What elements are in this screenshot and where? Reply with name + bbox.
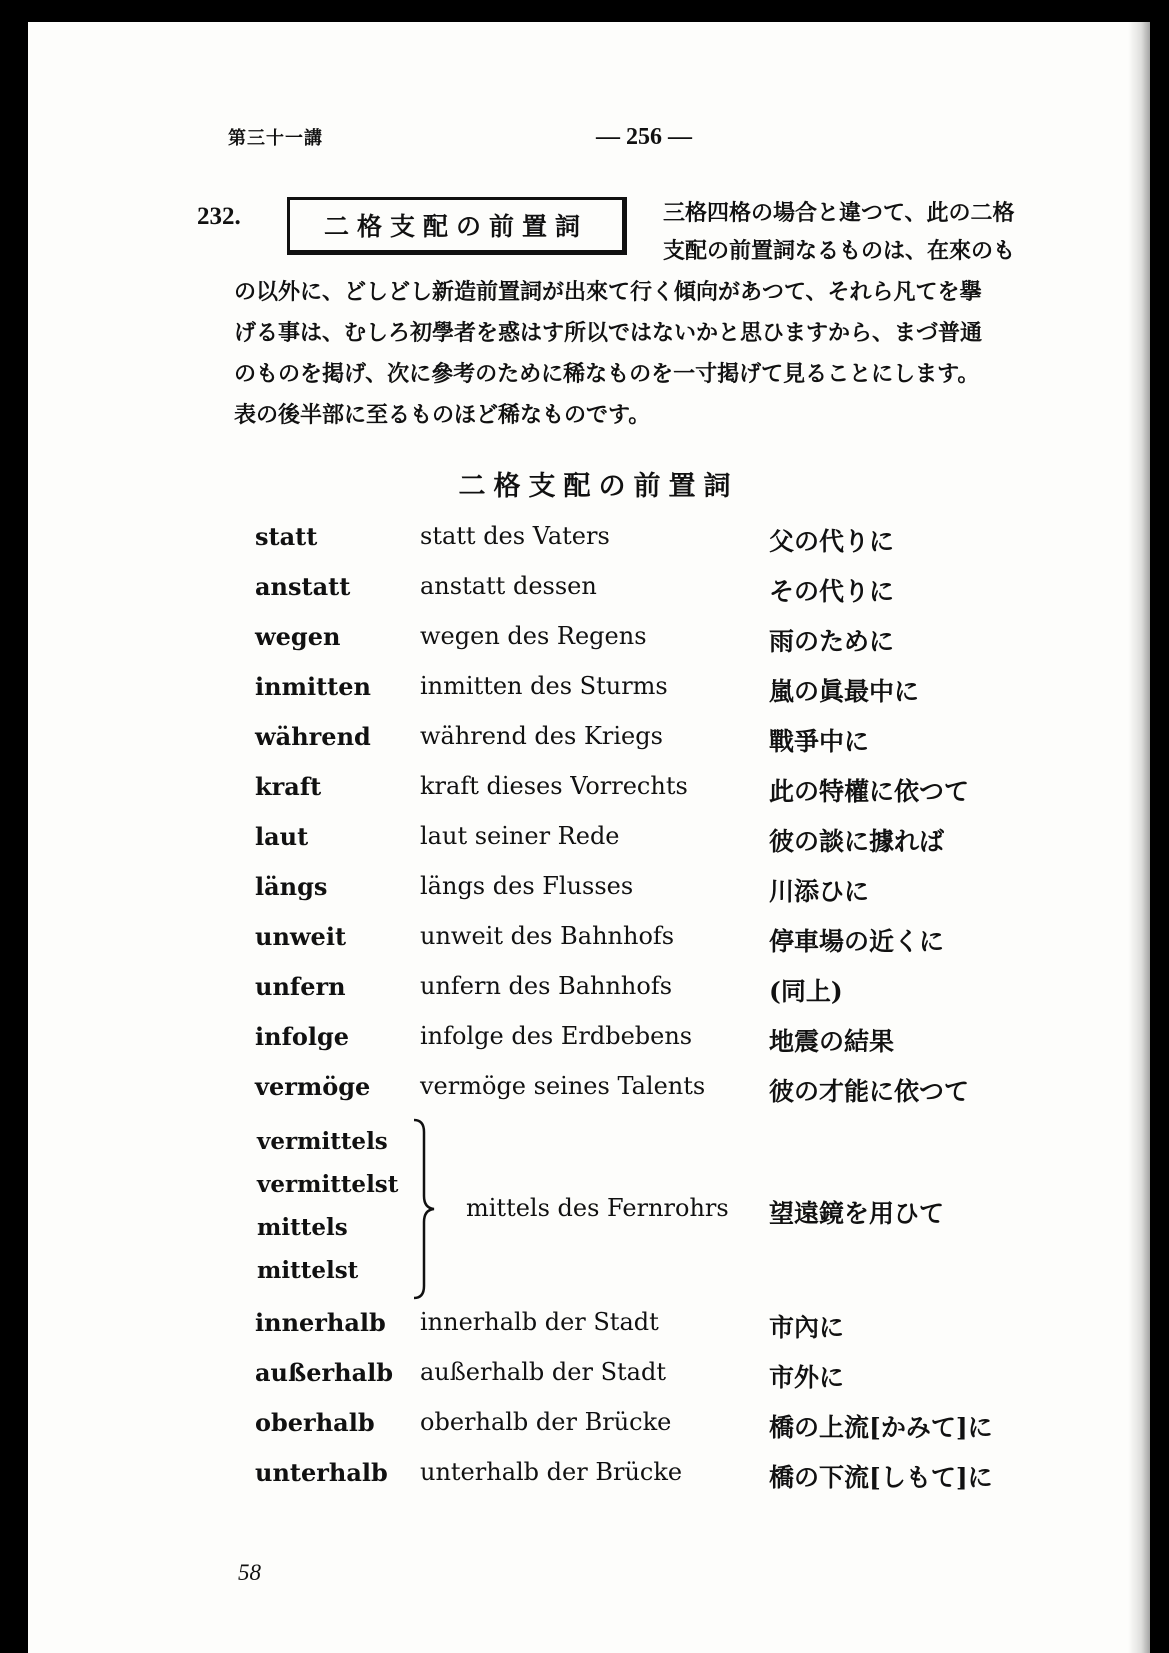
- meaning: 市內に: [769, 1313, 845, 1342]
- meaning: 地震の結果: [769, 1027, 895, 1056]
- example-phrase: während des Kriegs: [420, 722, 663, 750]
- example-phrase: laut seiner Rede: [420, 822, 620, 850]
- example-phrase: außerhalb der Stadt: [420, 1358, 666, 1386]
- section-number: 232.: [197, 203, 241, 230]
- table-row: [0, 672, 1169, 712]
- preposition: innerhalb: [255, 1308, 386, 1337]
- preposition: mittels: [257, 1214, 348, 1241]
- intro-line: のものを掲げ、次に參考のために稀なものを一寸掲げて見ることにします。: [234, 361, 980, 387]
- chapter-heading: 第三十一講: [228, 128, 323, 149]
- preposition: unweit: [255, 922, 347, 951]
- intro-line: 支配の前置詞なるものは、在來のも: [663, 238, 1016, 264]
- page-footer-number: 58: [238, 1560, 261, 1585]
- preposition: inmitten: [255, 672, 371, 701]
- meaning: 雨のために: [769, 627, 895, 656]
- meaning: 彼の談に據れば: [769, 827, 945, 856]
- preposition: wegen: [255, 622, 341, 651]
- table-row: [0, 722, 1169, 762]
- meaning: 停車場の近くに: [769, 927, 945, 956]
- table-row: [0, 822, 1169, 862]
- page-header-number: — 256 —: [596, 124, 692, 150]
- preposition: außerhalb: [255, 1358, 394, 1387]
- preposition: unfern: [255, 972, 346, 1001]
- meaning: (同上): [769, 977, 843, 1006]
- intro-line: 表の後半部に至るものほど稀なものです。: [234, 402, 651, 428]
- table-row: [0, 772, 1169, 812]
- meaning: 市外に: [769, 1363, 845, 1392]
- preposition: längs: [255, 872, 328, 901]
- meaning: 戰爭中に: [769, 727, 870, 756]
- example-phrase: wegen des Regens: [420, 622, 647, 650]
- table-row: [0, 1072, 1169, 1112]
- intro-line: の以外に、どしどし新造前置詞が出來て行く傾向があつて、それら凡てを擧: [234, 279, 982, 305]
- example-phrase: längs des Flusses: [420, 872, 634, 900]
- preposition: vermittels: [257, 1128, 388, 1155]
- example-phrase: oberhalb der Brücke: [420, 1408, 672, 1436]
- preposition: infolge: [255, 1022, 350, 1051]
- example-phrase: infolge des Erdbebens: [420, 1022, 693, 1050]
- meaning: 彼の才能に依つて: [769, 1077, 970, 1106]
- meaning: 父の代りに: [769, 527, 895, 556]
- example-phrase: innerhalb der Stadt: [420, 1308, 659, 1336]
- meaning: 橋の上流[かみて]に: [769, 1413, 993, 1442]
- preposition: kraft: [255, 772, 322, 801]
- table-row: [0, 972, 1169, 1012]
- preposition: statt: [255, 522, 318, 551]
- preposition: vermöge: [255, 1072, 371, 1101]
- intro-line: げる事は、むしろ初學者を惑はす所以ではないかと思ひますから、まづ普通: [234, 320, 983, 346]
- preposition: vermittelst: [257, 1171, 399, 1198]
- table-row: [0, 1358, 1169, 1398]
- section-title: 二格支配の前置詞: [323, 212, 588, 241]
- section-title-box: [287, 197, 627, 255]
- preposition: unterhalb: [255, 1458, 388, 1487]
- preposition: laut: [255, 822, 309, 851]
- right-brace-icon: [410, 1118, 438, 1300]
- example-phrase: anstatt dessen: [420, 572, 597, 600]
- table-row: [0, 1308, 1169, 1348]
- preposition: anstatt: [255, 572, 351, 601]
- preposition: während: [255, 722, 371, 751]
- preposition: oberhalb: [255, 1408, 375, 1437]
- example-phrase: kraft dieses Vorrechts: [420, 772, 688, 800]
- table-title: 二格支配の前置詞: [458, 471, 739, 502]
- table-row: [0, 872, 1169, 912]
- example-phrase: unterhalb der Brücke: [420, 1458, 683, 1486]
- meaning: 此の特權に依つて: [769, 777, 970, 806]
- meaning: 川添ひに: [769, 877, 870, 906]
- example-phrase: vermöge seines Talents: [420, 1072, 706, 1100]
- table-row: [0, 922, 1169, 962]
- preposition: mittelst: [257, 1257, 359, 1284]
- table-row: [0, 1408, 1169, 1448]
- table-row: [0, 1458, 1169, 1498]
- meaning: 望遠鏡を用ひて: [769, 1199, 945, 1228]
- meaning: 嵐の眞最中に: [769, 677, 920, 706]
- table-row: [0, 572, 1169, 612]
- meaning: 橋の下流[しもて]に: [769, 1463, 993, 1492]
- example-phrase: unweit des Bahnhofs: [420, 922, 675, 950]
- table-row: [0, 622, 1169, 662]
- example-phrase: unfern des Bahnhofs: [420, 972, 673, 1000]
- example-phrase: mittels des Fernrohrs: [466, 1194, 729, 1222]
- example-phrase: statt des Vaters: [420, 522, 610, 550]
- example-phrase: inmitten des Sturms: [420, 672, 668, 700]
- intro-line: 三格四格の場合と違つて、此の二格: [663, 200, 1015, 226]
- table-row: [0, 522, 1169, 562]
- table-row: [0, 1022, 1169, 1062]
- meaning: その代りに: [769, 577, 895, 606]
